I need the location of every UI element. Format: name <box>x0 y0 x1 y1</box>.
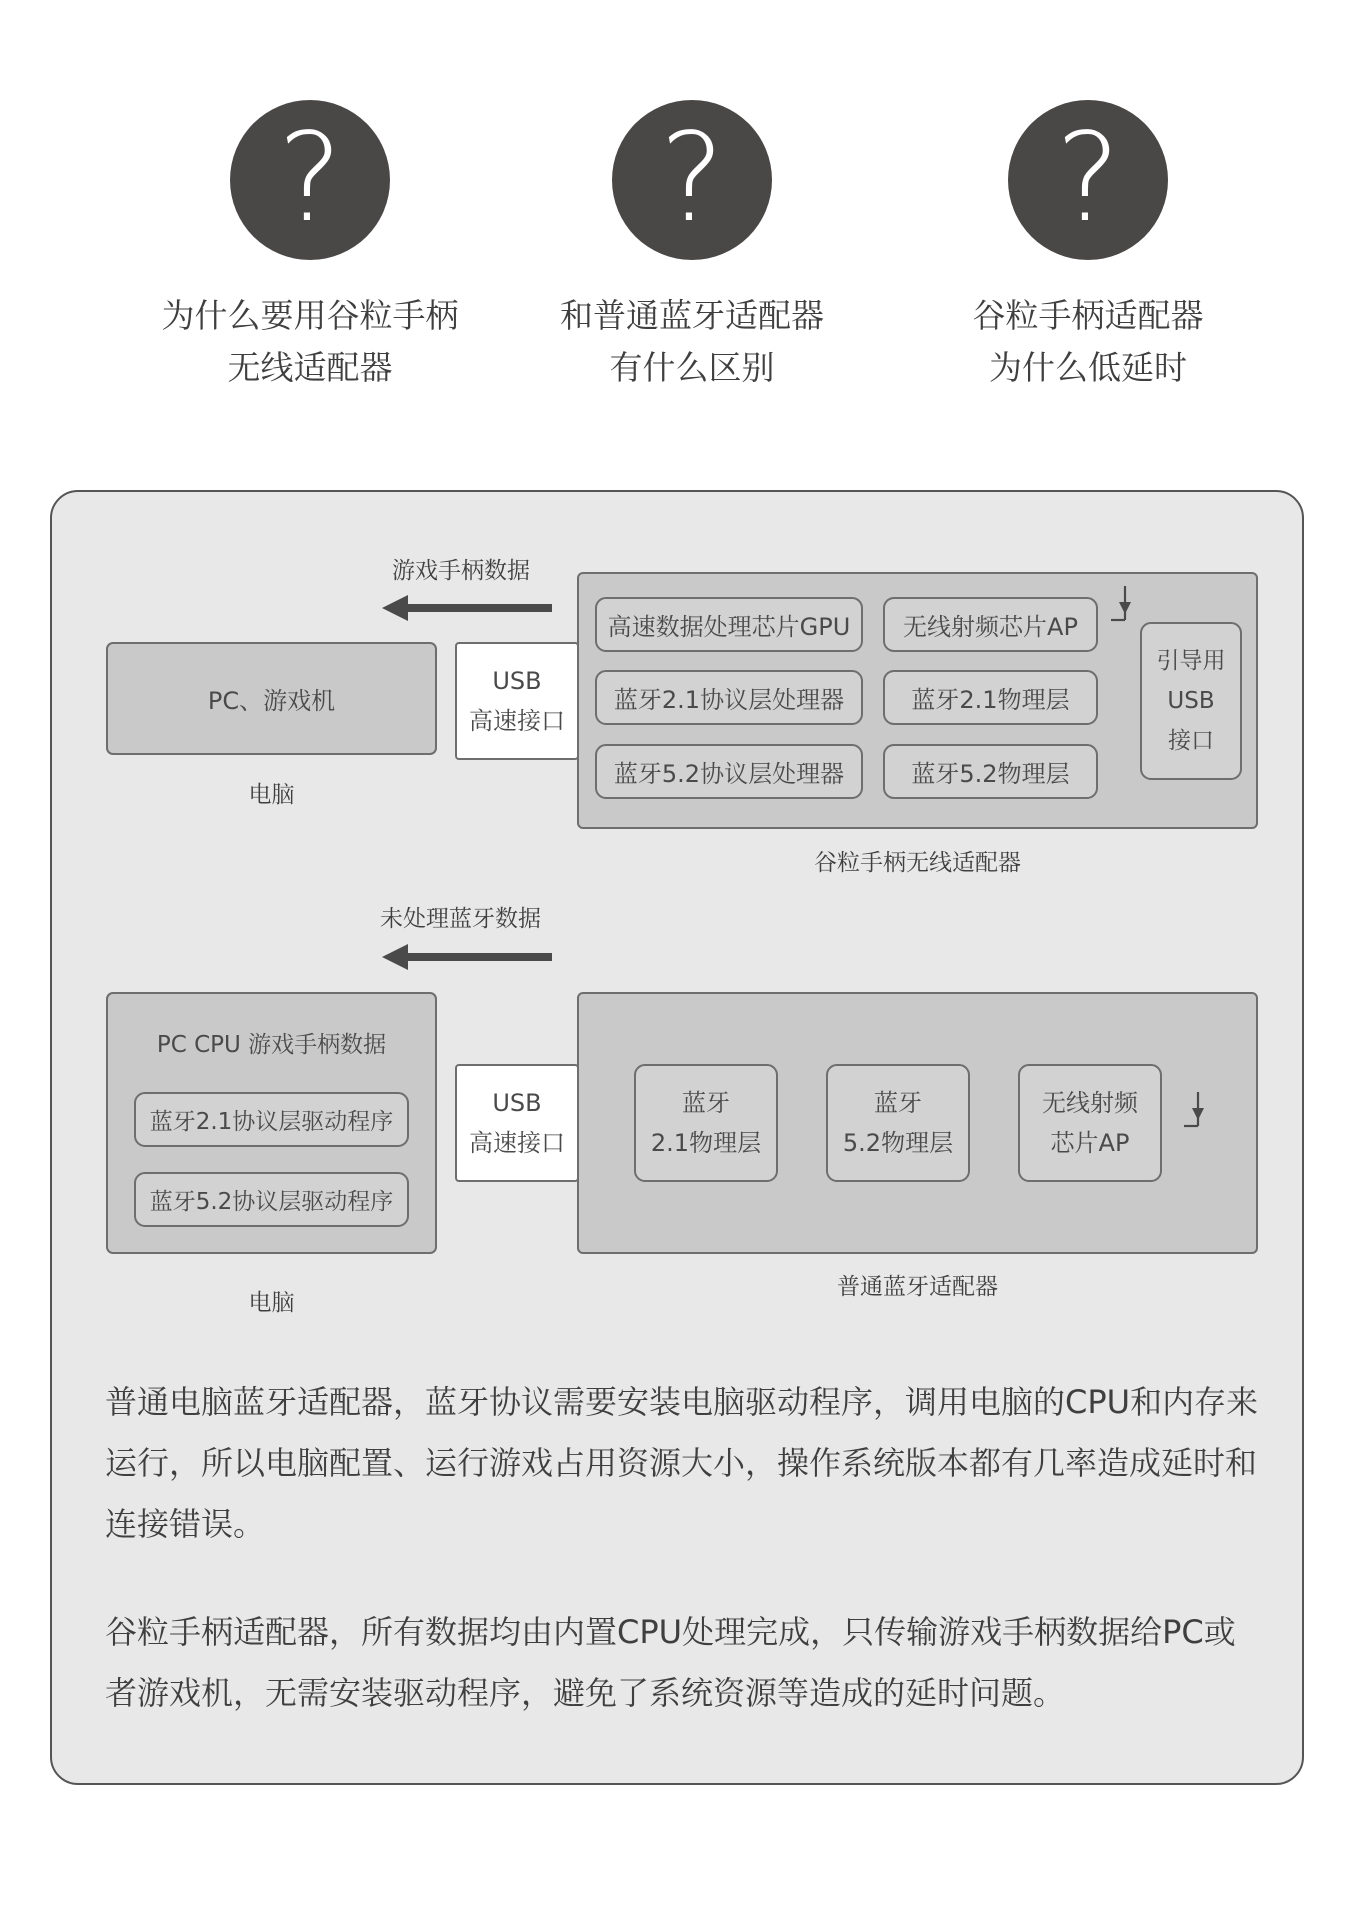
question-icon-3 <box>1008 100 1168 260</box>
driver-bt21-label: 蓝牙2.1协议层驱动程序 <box>149 1109 394 1135</box>
question-2-line2: 有什么区别 <box>609 348 775 387</box>
pc-console-box <box>106 642 437 755</box>
guide-usb-line1: 引导用 <box>1156 648 1226 674</box>
antenna-symbol-icon <box>1182 1090 1208 1134</box>
chip-bt52-phy-label: 蓝牙5.2物理层 <box>911 760 1070 788</box>
arrow-label-raw-bt-data: 未处理蓝牙数据 <box>380 906 541 932</box>
question-text-3 <box>908 290 1268 394</box>
module-bt52-line1: 蓝牙 <box>873 1089 922 1117</box>
usb2-line2: 高速接口 <box>469 1129 565 1157</box>
comparison-panel <box>50 490 1304 1785</box>
antenna-symbol-icon <box>1109 584 1135 628</box>
question-3-line2: 为什么低延时 <box>989 348 1187 387</box>
question-mark-icon: ? <box>659 107 725 249</box>
question-icon-1 <box>230 100 390 260</box>
paragraph-2-text: 谷粒手柄适配器，所有数据均由内置CPU处理完成，只传输游戏手柄数据给PC或者游戏机，无需安装驱动程序，避免了系统资源等造成的延时问题。 <box>105 1613 1236 1712</box>
pc-console-label: PC、游戏机 <box>207 687 336 715</box>
paragraph-1-text: 普通电脑蓝牙适配器，蓝牙协议需要安装电脑驱动程序，调用电脑的CPU和内存来运行，所以电脑配置、运行游戏占用资源大小，操作系统版本都有几率造成延时和连接错误。 <box>105 1383 1259 1543</box>
question-3-line1: 谷粒手柄适配器 <box>972 296 1204 335</box>
chip-gpu <box>595 597 863 652</box>
module-bt21-line1: 蓝牙 <box>681 1089 730 1117</box>
question-mark-icon: ? <box>1055 107 1121 249</box>
question-icon-2 <box>612 100 772 260</box>
left-arrow-icon <box>382 944 552 970</box>
driver-bt21 <box>134 1092 409 1147</box>
chip-bt21-protocol-label: 蓝牙2.1协议层处理器 <box>613 686 845 714</box>
guide-usb-box <box>1140 622 1242 780</box>
chip-rf-ap <box>883 597 1098 652</box>
chip-bt52-protocol <box>595 744 863 799</box>
question-mark-icon: ? <box>277 107 343 249</box>
left-arrow-icon <box>382 595 552 621</box>
chip-rf-ap-label: 无线射频芯片AP <box>903 613 1078 641</box>
chip-bt52-protocol-label: 蓝牙5.2协议层处理器 <box>613 760 845 788</box>
module-bt52-phy <box>826 1064 970 1182</box>
pc-label-2: 电脑 <box>248 1290 295 1316</box>
pc-label: 电脑 <box>248 782 295 808</box>
arrow-label-gamepad-data: 游戏手柄数据 <box>392 558 530 584</box>
usb-interface-box-2 <box>455 1064 579 1182</box>
chip-bt52-phy <box>883 744 1098 799</box>
usb-line1: USB <box>492 667 542 695</box>
driver-bt52-label: 蓝牙5.2协议层驱动程序 <box>149 1189 394 1215</box>
description-paragraph-1 <box>105 1372 1265 1555</box>
normal-bt-adapter-label: 普通蓝牙适配器 <box>837 1274 998 1300</box>
question-1-line2: 无线适配器 <box>227 348 393 387</box>
usb-interface-box <box>455 642 579 760</box>
chip-gpu-label: 高速数据处理芯片GPU <box>607 613 851 641</box>
description-paragraph-2 <box>105 1602 1265 1724</box>
module-bt21-phy <box>634 1064 778 1182</box>
module-rf-line1: 无线射频 <box>1042 1089 1138 1117</box>
guide-usb-line2: USB <box>1167 688 1215 714</box>
module-rf-ap <box>1018 1064 1162 1182</box>
gulikit-adapter-label: 谷粒手柄无线适配器 <box>814 850 1021 876</box>
question-text-1 <box>130 290 490 394</box>
module-rf-line2: 芯片AP <box>1050 1129 1130 1157</box>
guide-usb-line3: 接口 <box>1168 728 1214 754</box>
chip-bt21-phy-label: 蓝牙2.1物理层 <box>911 686 1070 714</box>
driver-bt52 <box>134 1172 409 1227</box>
chip-bt21-protocol <box>595 670 863 725</box>
module-bt21-line2: 2.1物理层 <box>650 1129 762 1157</box>
question-text-2 <box>512 290 872 394</box>
usb-line2: 高速接口 <box>469 707 565 735</box>
module-bt52-line2: 5.2物理层 <box>842 1129 954 1157</box>
question-2-line1: 和普通蓝牙适配器 <box>560 296 824 335</box>
pc-cpu-title: PC CPU 游戏手柄数据 <box>156 1032 387 1058</box>
question-1-line1: 为什么要用谷粒手柄 <box>161 296 459 335</box>
usb2-line1: USB <box>492 1089 542 1117</box>
chip-bt21-phy <box>883 670 1098 725</box>
